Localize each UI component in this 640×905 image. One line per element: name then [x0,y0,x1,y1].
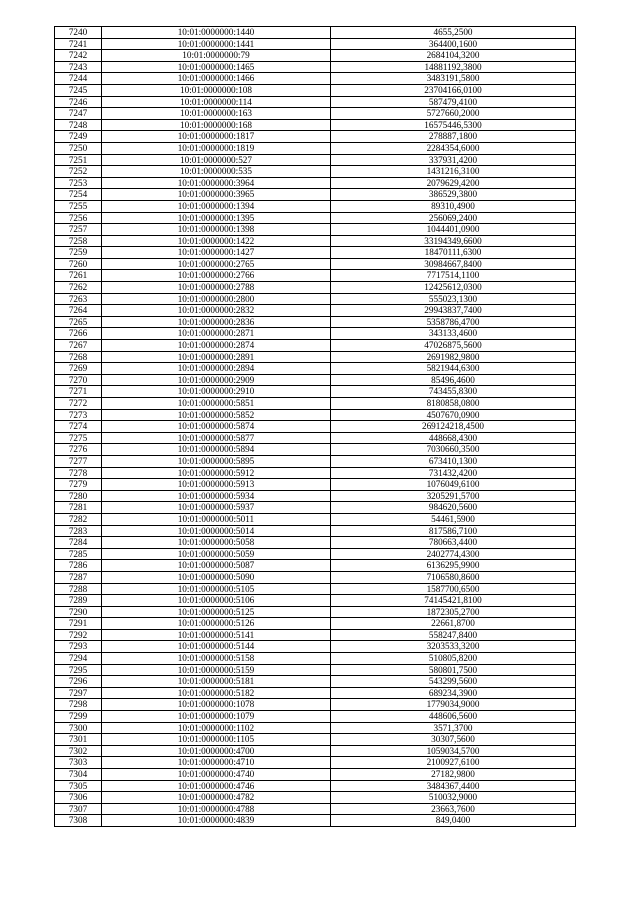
row-number-cell: 7308 [55,815,102,827]
row-number-cell: 7287 [55,571,102,583]
value-cell: 386529,3800 [331,189,576,201]
value-cell: 689234,3900 [331,687,576,699]
value-cell: 89310,4900 [331,200,576,212]
value-cell: 510032,9000 [331,792,576,804]
value-cell: 54461,5900 [331,513,576,525]
cadastral-number-cell: 10:01:0000000:1079 [102,711,331,723]
row-number-cell: 7243 [55,61,102,73]
row-number-cell: 7254 [55,189,102,201]
table-row [55,328,576,340]
row-number-cell: 7244 [55,73,102,85]
table-row [55,641,576,653]
cadastral-number-cell: 10:01:0000000:2788 [102,282,331,294]
value-cell: 343133,4600 [331,328,576,340]
row-number-cell: 7271 [55,386,102,398]
value-cell: 555023,1300 [331,293,576,305]
table-row [55,815,576,827]
table-row [55,502,576,514]
table-row [55,409,576,421]
value-cell: 1779034,9000 [331,699,576,711]
row-number-cell: 7257 [55,224,102,236]
value-cell: 2691982,9800 [331,351,576,363]
cadastral-number-cell: 10:01:0000000:3965 [102,189,331,201]
row-number-cell: 7266 [55,328,102,340]
table-row [55,235,576,247]
value-cell: 8180858,0800 [331,398,576,410]
table-row [55,711,576,723]
table-row [55,629,576,641]
row-number-cell: 7290 [55,606,102,618]
row-number-cell: 7302 [55,745,102,757]
row-number-cell: 7282 [55,513,102,525]
table-row [55,757,576,769]
cadastral-number-cell: 10:01:0000000:114 [102,96,331,108]
row-number-cell: 7262 [55,282,102,294]
cadastral-number-cell: 10:01:0000000:1466 [102,73,331,85]
cadastral-number-cell: 10:01:0000000:5913 [102,479,331,491]
value-cell: 5358786,4700 [331,316,576,328]
table-row [55,386,576,398]
table-row [55,803,576,815]
cadastral-number-cell: 10:01:0000000:1395 [102,212,331,224]
table-row [55,548,576,560]
table-row [55,73,576,85]
value-cell: 7717514,1100 [331,270,576,282]
value-cell: 580801,7500 [331,664,576,676]
value-cell: 587479,4100 [331,96,576,108]
table-body [55,27,576,827]
value-cell: 3203533,3200 [331,641,576,653]
table-row [55,444,576,456]
cadastral-number-cell: 10:01:0000000:5851 [102,398,331,410]
table-row [55,467,576,479]
table-row [55,142,576,154]
value-cell: 1431216,3100 [331,166,576,178]
cadastral-number-cell: 10:01:0000000:5159 [102,664,331,676]
table-row [55,200,576,212]
table-row [55,282,576,294]
row-number-cell: 7283 [55,525,102,537]
value-cell: 4655,2500 [331,27,576,39]
cadastral-number-cell: 10:01:0000000:5106 [102,595,331,607]
value-cell: 448606,5600 [331,711,576,723]
value-cell: 673410,1300 [331,455,576,467]
table-row [55,177,576,189]
table-row [55,340,576,352]
cadastral-number-cell: 10:01:0000000:4839 [102,815,331,827]
table-row [55,258,576,270]
value-cell: 47026875,5600 [331,340,576,352]
table-row [55,119,576,131]
table-row [55,421,576,433]
row-number-cell: 7276 [55,444,102,456]
value-cell: 5821944,6300 [331,363,576,375]
table-row [55,96,576,108]
value-cell: 364400,1600 [331,38,576,50]
row-number-cell: 7241 [55,38,102,50]
value-cell: 7030660,3500 [331,444,576,456]
cadastral-number-cell: 10:01:0000000:2891 [102,351,331,363]
row-number-cell: 7261 [55,270,102,282]
row-number-cell: 7274 [55,421,102,433]
cadastral-number-cell: 10:01:0000000:2909 [102,374,331,386]
data-table [54,26,576,827]
cadastral-number-cell: 10:01:0000000:4746 [102,780,331,792]
cadastral-number-cell: 10:01:0000000:5058 [102,537,331,549]
cadastral-number-cell: 10:01:0000000:5141 [102,629,331,641]
cadastral-number-cell: 10:01:0000000:5877 [102,432,331,444]
cadastral-number-cell: 10:01:0000000:5090 [102,571,331,583]
cadastral-number-cell: 10:01:0000000:5059 [102,548,331,560]
table-row [55,50,576,62]
table-row [55,537,576,549]
table-row [55,351,576,363]
table-row [55,189,576,201]
cadastral-number-cell: 10:01:0000000:1398 [102,224,331,236]
value-cell: 3484367,4400 [331,780,576,792]
table-row [55,131,576,143]
cadastral-number-cell: 10:01:0000000:5144 [102,641,331,653]
table-row [55,513,576,525]
row-number-cell: 7286 [55,560,102,572]
value-cell: 278887,1800 [331,131,576,143]
value-cell: 2284354,6000 [331,142,576,154]
row-number-cell: 7301 [55,734,102,746]
value-cell: 6136295,9900 [331,560,576,572]
table-row [55,479,576,491]
table-row [55,745,576,757]
row-number-cell: 7263 [55,293,102,305]
value-cell: 2684104,3200 [331,50,576,62]
value-cell: 23704166,0100 [331,84,576,96]
row-number-cell: 7298 [55,699,102,711]
cadastral-number-cell: 10:01:0000000:5182 [102,687,331,699]
value-cell: 27182,9800 [331,769,576,781]
row-number-cell: 7269 [55,363,102,375]
row-number-cell: 7278 [55,467,102,479]
table-row [55,676,576,688]
table-row [55,687,576,699]
cadastral-number-cell: 10:01:0000000:5125 [102,606,331,618]
row-number-cell: 7280 [55,490,102,502]
row-number-cell: 7306 [55,792,102,804]
value-cell: 7106580,8600 [331,571,576,583]
value-cell: 30984667,8400 [331,258,576,270]
row-number-cell: 7251 [55,154,102,166]
row-number-cell: 7256 [55,212,102,224]
row-number-cell: 7255 [55,200,102,212]
row-number-cell: 7246 [55,96,102,108]
value-cell: 22661,8700 [331,618,576,630]
cadastral-number-cell: 10:01:0000000:1819 [102,142,331,154]
table-row [55,61,576,73]
row-number-cell: 7304 [55,769,102,781]
row-number-cell: 7268 [55,351,102,363]
row-number-cell: 7296 [55,676,102,688]
cadastral-number-cell: 10:01:0000000:2800 [102,293,331,305]
value-cell: 3483191,5800 [331,73,576,85]
value-cell: 337931,4200 [331,154,576,166]
table-row [55,653,576,665]
cadastral-number-cell: 10:01:0000000:4710 [102,757,331,769]
cadastral-number-cell: 10:01:0000000:5105 [102,583,331,595]
row-number-cell: 7281 [55,502,102,514]
cadastral-number-cell: 10:01:0000000:5181 [102,676,331,688]
value-cell: 1587700,6500 [331,583,576,595]
table-row [55,38,576,50]
row-number-cell: 7275 [55,432,102,444]
table-row [55,595,576,607]
cadastral-number-cell: 10:01:0000000:5011 [102,513,331,525]
table-row [55,722,576,734]
table-row [55,769,576,781]
cadastral-number-cell: 10:01:0000000:79 [102,50,331,62]
table-row [55,664,576,676]
value-cell: 1059034,5700 [331,745,576,757]
row-number-cell: 7245 [55,84,102,96]
value-cell: 23663,7600 [331,803,576,815]
value-cell: 1044401,0900 [331,224,576,236]
value-cell: 817586,7100 [331,525,576,537]
value-cell: 2100927,6100 [331,757,576,769]
cadastral-number-cell: 10:01:0000000:5895 [102,455,331,467]
row-number-cell: 7253 [55,177,102,189]
table-row [55,525,576,537]
cadastral-number-cell: 10:01:0000000:5874 [102,421,331,433]
cadastral-number-cell: 10:01:0000000:5852 [102,409,331,421]
value-cell: 18470111,6300 [331,247,576,259]
row-number-cell: 7242 [55,50,102,62]
table-row [55,618,576,630]
table-row [55,363,576,375]
row-number-cell: 7300 [55,722,102,734]
row-number-cell: 7273 [55,409,102,421]
row-number-cell: 7277 [55,455,102,467]
row-number-cell: 7249 [55,131,102,143]
value-cell: 510805,8200 [331,653,576,665]
cadastral-number-cell: 10:01:0000000:1394 [102,200,331,212]
value-cell: 269124218,4500 [331,421,576,433]
cadastral-number-cell: 10:01:0000000:4788 [102,803,331,815]
row-number-cell: 7250 [55,142,102,154]
value-cell: 3571,3700 [331,722,576,734]
cadastral-number-cell: 10:01:0000000:1440 [102,27,331,39]
row-number-cell: 7307 [55,803,102,815]
value-cell: 558247,8400 [331,629,576,641]
cadastral-number-cell: 10:01:0000000:2832 [102,305,331,317]
value-cell: 743455,8300 [331,386,576,398]
cadastral-number-cell: 10:01:0000000:108 [102,84,331,96]
cadastral-number-cell: 10:01:0000000:2874 [102,340,331,352]
value-cell: 16575446,5300 [331,119,576,131]
table-row [55,27,576,39]
table-row [55,293,576,305]
table-row [55,583,576,595]
value-cell: 448668,4300 [331,432,576,444]
row-number-cell: 7260 [55,258,102,270]
row-number-cell: 7284 [55,537,102,549]
cadastral-number-cell: 10:01:0000000:168 [102,119,331,131]
value-cell: 2402774,4300 [331,548,576,560]
value-cell: 12425612,0300 [331,282,576,294]
cadastral-number-cell: 10:01:0000000:1427 [102,247,331,259]
cadastral-number-cell: 10:01:0000000:4700 [102,745,331,757]
row-number-cell: 7285 [55,548,102,560]
cadastral-number-cell: 10:01:0000000:2894 [102,363,331,375]
cadastral-number-cell: 10:01:0000000:5894 [102,444,331,456]
row-number-cell: 7291 [55,618,102,630]
value-cell: 3205291,5700 [331,490,576,502]
cadastral-number-cell: 10:01:0000000:535 [102,166,331,178]
table-row [55,270,576,282]
table-row [55,699,576,711]
cadastral-number-cell: 10:01:0000000:2766 [102,270,331,282]
table-row [55,432,576,444]
table-row [55,166,576,178]
row-number-cell: 7297 [55,687,102,699]
value-cell: 33194349,6600 [331,235,576,247]
row-number-cell: 7289 [55,595,102,607]
value-cell: 1872305,2700 [331,606,576,618]
row-number-cell: 7258 [55,235,102,247]
table-row [55,305,576,317]
row-number-cell: 7259 [55,247,102,259]
cadastral-number-cell: 10:01:0000000:163 [102,108,331,120]
cadastral-number-cell: 10:01:0000000:2910 [102,386,331,398]
value-cell: 5727660,2000 [331,108,576,120]
value-cell: 74145421,8100 [331,595,576,607]
row-number-cell: 7265 [55,316,102,328]
value-cell: 85496,4600 [331,374,576,386]
table-row [55,398,576,410]
value-cell: 14881192,3800 [331,61,576,73]
row-number-cell: 7305 [55,780,102,792]
cadastral-number-cell: 10:01:0000000:1441 [102,38,331,50]
cadastral-number-cell: 10:01:0000000:5934 [102,490,331,502]
row-number-cell: 7303 [55,757,102,769]
cadastral-number-cell: 10:01:0000000:5158 [102,653,331,665]
cadastral-number-cell: 10:01:0000000:1102 [102,722,331,734]
value-cell: 256069,2400 [331,212,576,224]
value-cell: 4507670,0900 [331,409,576,421]
value-cell: 1076049,6100 [331,479,576,491]
cadastral-number-cell: 10:01:0000000:5014 [102,525,331,537]
value-cell: 984620,5600 [331,502,576,514]
cadastral-number-cell: 10:01:0000000:4740 [102,769,331,781]
value-cell: 29943837,7400 [331,305,576,317]
row-number-cell: 7294 [55,653,102,665]
table-row [55,490,576,502]
value-cell: 849,0400 [331,815,576,827]
table-row [55,108,576,120]
table-row [55,792,576,804]
cadastral-number-cell: 10:01:0000000:527 [102,154,331,166]
row-number-cell: 7293 [55,641,102,653]
row-number-cell: 7292 [55,629,102,641]
cadastral-number-cell: 10:01:0000000:5126 [102,618,331,630]
table-row [55,247,576,259]
cadastral-number-cell: 10:01:0000000:2836 [102,316,331,328]
row-number-cell: 7252 [55,166,102,178]
cadastral-number-cell: 10:01:0000000:3964 [102,177,331,189]
table-row [55,224,576,236]
table-row [55,316,576,328]
value-cell: 780663,4400 [331,537,576,549]
row-number-cell: 7299 [55,711,102,723]
row-number-cell: 7240 [55,27,102,39]
row-number-cell: 7247 [55,108,102,120]
cadastral-number-cell: 10:01:0000000:1422 [102,235,331,247]
table-row [55,780,576,792]
row-number-cell: 7264 [55,305,102,317]
table-row [55,374,576,386]
cadastral-number-cell: 10:01:0000000:1465 [102,61,331,73]
row-number-cell: 7248 [55,119,102,131]
table-row [55,212,576,224]
cadastral-number-cell: 10:01:0000000:2765 [102,258,331,270]
table-row [55,84,576,96]
value-cell: 30307,5600 [331,734,576,746]
row-number-cell: 7295 [55,664,102,676]
cadastral-number-cell: 10:01:0000000:2871 [102,328,331,340]
value-cell: 731432,4200 [331,467,576,479]
value-cell: 2079629,4200 [331,177,576,189]
value-cell: 543299,5600 [331,676,576,688]
row-number-cell: 7288 [55,583,102,595]
row-number-cell: 7272 [55,398,102,410]
row-number-cell: 7279 [55,479,102,491]
cadastral-number-cell: 10:01:0000000:1105 [102,734,331,746]
cadastral-number-cell: 10:01:0000000:4782 [102,792,331,804]
table-row [55,606,576,618]
table-row [55,734,576,746]
row-number-cell: 7267 [55,340,102,352]
cadastral-number-cell: 10:01:0000000:5912 [102,467,331,479]
table-row [55,154,576,166]
table-row [55,571,576,583]
row-number-cell: 7270 [55,374,102,386]
cadastral-number-cell: 10:01:0000000:1817 [102,131,331,143]
table-row [55,455,576,467]
table-row [55,560,576,572]
cadastral-number-cell: 10:01:0000000:5087 [102,560,331,572]
cadastral-number-cell: 10:01:0000000:5937 [102,502,331,514]
cadastral-number-cell: 10:01:0000000:1078 [102,699,331,711]
